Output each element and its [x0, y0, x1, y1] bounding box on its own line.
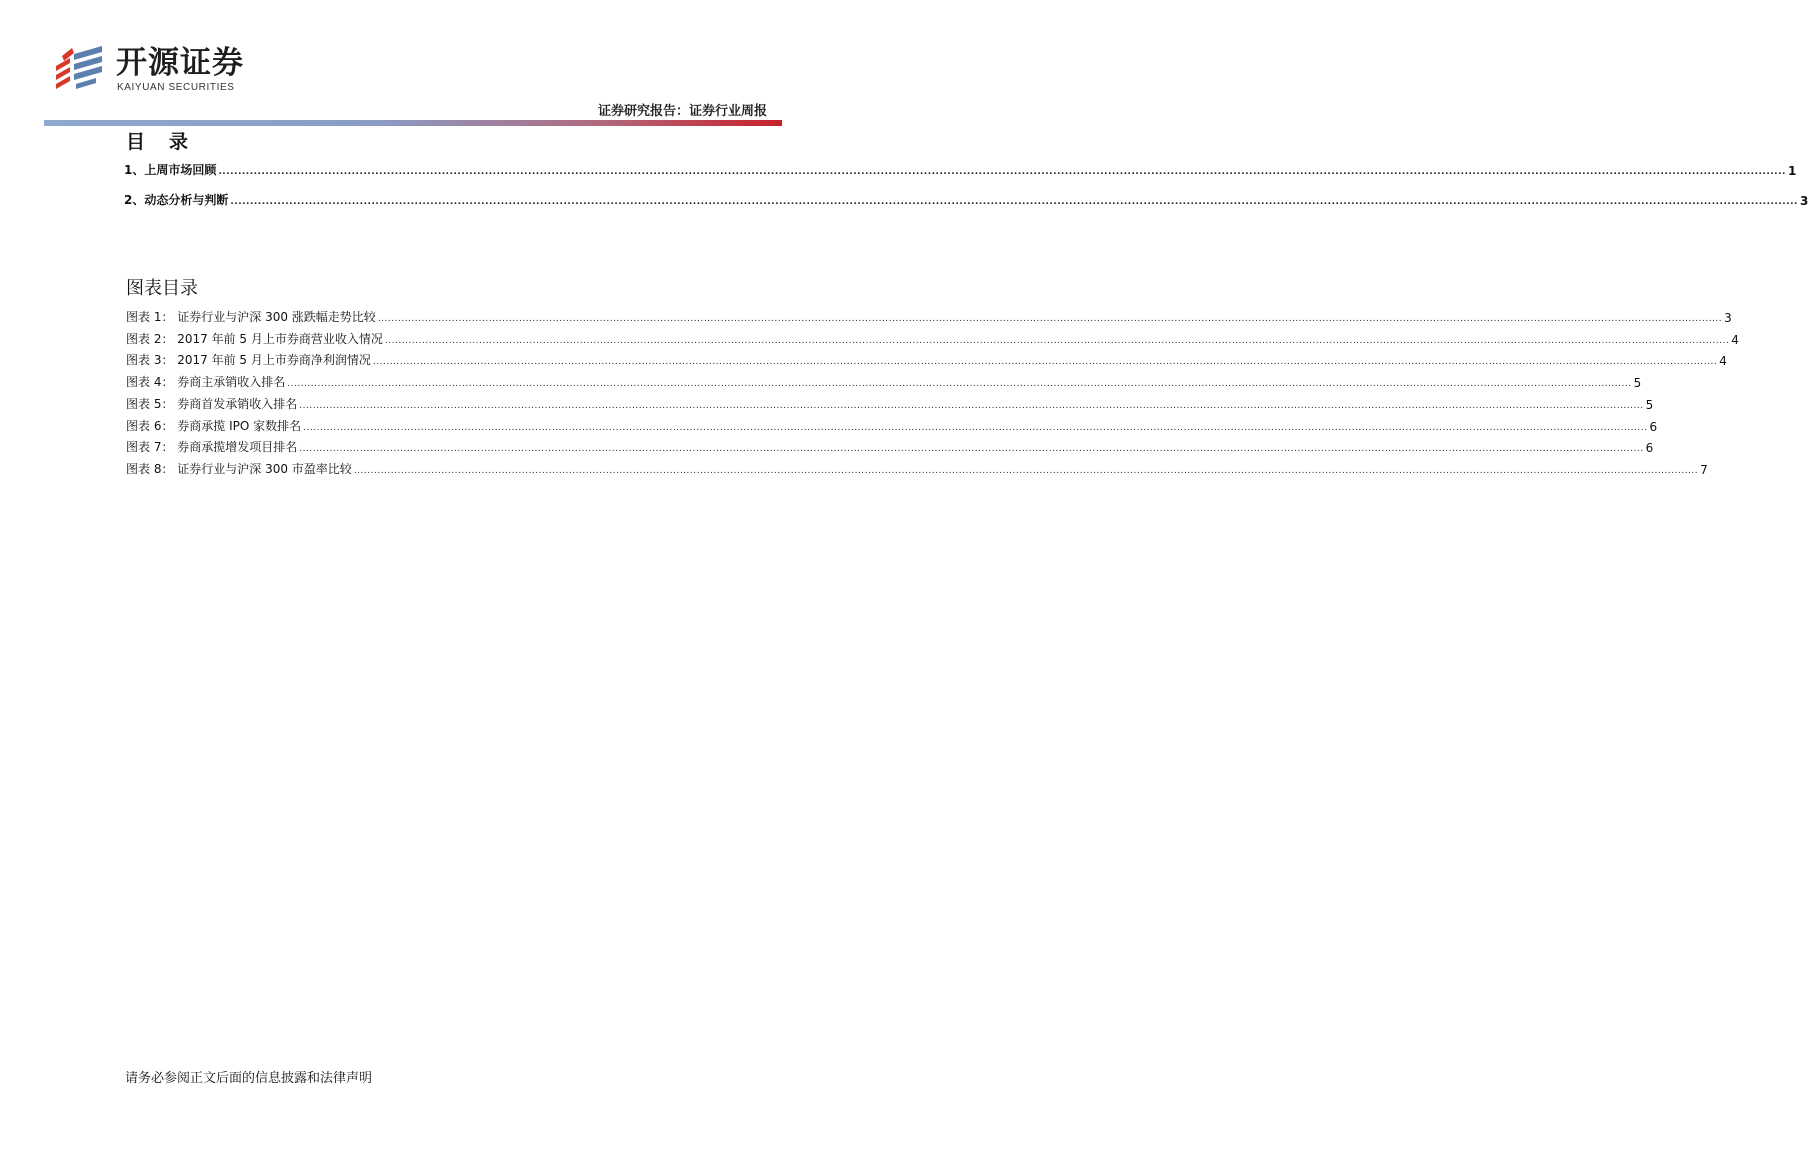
brand-name-en: KAIYUAN SECURITIES	[117, 82, 235, 93]
leader-dots: ................................................................................................................................................................................................................................................................................................................................................................................................................	[218, 167, 1786, 177]
figure-item-label: 图表 1： 证券行业与沪深 300 涨跌幅走势比较	[126, 310, 376, 324]
toc-item-page: 3	[1799, 194, 1808, 208]
toc-item-label: 1、上周市场回顾	[124, 163, 217, 177]
figure-item-page: 6	[1649, 420, 1658, 434]
figure-item-3[interactable]	[126, 352, 1727, 368]
figure-item-page: 5	[1633, 376, 1642, 390]
figure-item-5[interactable]	[126, 396, 1654, 412]
report-type: 证券研究报告：证券行业周报	[597, 104, 767, 119]
figure-item-page: 4	[1731, 333, 1739, 347]
leader-dots: ................................................................................................................................................................................................................................................................................................................................................................................................................	[384, 336, 1730, 346]
kaiyuan-logo-icon	[52, 44, 110, 94]
toc-item-1[interactable]	[124, 162, 1797, 178]
leader-dots: ................................................................................................................................................................................................................................................................................................................................................................................................................	[230, 197, 1798, 207]
toc-title: 目录	[126, 131, 213, 153]
leader-dots: ................................................................................................................................................................................................................................................................................................................................................................................................................	[353, 466, 1699, 476]
figure-item-label: 图表 6： 券商承揽 IPO 家数排名	[126, 419, 302, 433]
figure-item-8[interactable]	[126, 461, 1708, 477]
leader-dots: ................................................................................................................................................................................................................................................................................................................................................................................................................	[377, 314, 1723, 324]
figure-item-6[interactable]	[126, 418, 1658, 434]
header-divider-bar	[44, 120, 782, 126]
toc-item-page: 1	[1787, 164, 1797, 178]
figure-item-1[interactable]	[126, 309, 1732, 325]
figure-item-label: 图表 5： 券商首发承销收入排名	[126, 397, 298, 411]
figures-title: 图表目录	[126, 278, 198, 299]
figure-item-page: 5	[1645, 398, 1654, 412]
figure-item-page: 6	[1645, 441, 1654, 455]
brand-name-cn: 开源证券	[116, 45, 244, 81]
leader-dots: ................................................................................................................................................................................................................................................................................................................................................................................................................	[299, 444, 1644, 454]
figure-item-page: 7	[1700, 463, 1708, 477]
footer-disclaimer: 请务必参阅正文后面的信息披露和法律声明	[125, 1071, 373, 1086]
leader-dots: ................................................................................................................................................................................................................................................................................................................................................................................................................	[303, 423, 1648, 433]
figure-item-page: 4	[1719, 354, 1727, 368]
figure-item-4[interactable]	[126, 374, 1642, 390]
leader-dots: ................................................................................................................................................................................................................................................................................................................................................................................................................	[372, 357, 1718, 367]
figure-item-7[interactable]	[126, 439, 1654, 455]
toc-item-2[interactable]	[124, 192, 1808, 208]
figure-item-label: 图表 4： 券商主承销收入排名	[126, 375, 286, 389]
figure-item-2[interactable]	[126, 331, 1739, 347]
figure-item-label: 图表 7： 券商承揽增发项目排名	[126, 440, 298, 454]
leader-dots: ................................................................................................................................................................................................................................................................................................................................................................................................................	[287, 379, 1632, 389]
leader-dots: ................................................................................................................................................................................................................................................................................................................................................................................................................	[299, 401, 1644, 411]
figure-item-label: 图表 3： 2017 年前 5 月上市券商净利润情况	[126, 353, 371, 367]
figure-item-label: 图表 8： 证券行业与沪深 300 市盈率比较	[126, 462, 352, 476]
toc-item-label: 2、动态分析与判断	[124, 193, 229, 207]
figure-item-label: 图表 2： 2017 年前 5 月上市券商营业收入情况	[126, 332, 383, 346]
figure-item-page: 3	[1724, 311, 1732, 325]
